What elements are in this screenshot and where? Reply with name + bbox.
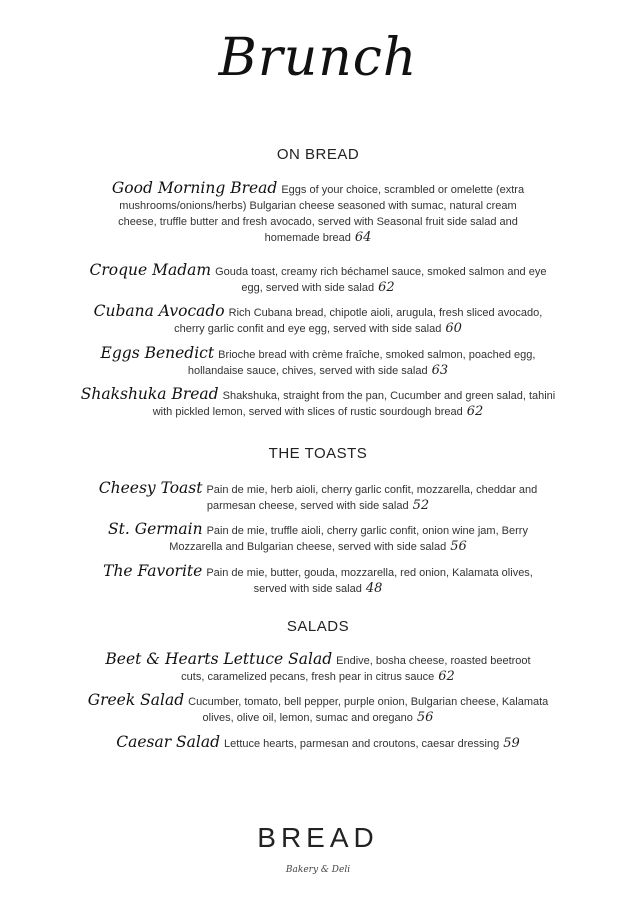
menu-item-cheesy-toast <box>90 480 546 514</box>
item-description: Endive, bosha cheese, roasted beetroot cuts, caramelized pecans, fresh pear in citrus sauce <box>181 655 531 683</box>
item-description: Pain de mie, herb aioli, cherry garlic confit, mozzarella, cheddar and parmesan cheese, served with side salad <box>206 484 538 512</box>
menu-item-st-germain <box>95 521 541 555</box>
menu-item-greek-salad <box>80 692 556 726</box>
item-name: Good Morning Bread <box>111 179 278 197</box>
item-name: Croque Madam <box>89 261 212 279</box>
menu-item-good-morning-bread <box>110 180 526 246</box>
item-price: 52 <box>412 498 430 513</box>
item-price: 63 <box>431 363 449 378</box>
item-name: Caesar Salad <box>116 733 221 751</box>
item-name: Beet & Hearts Lettuce Salad <box>105 650 333 668</box>
item-name: Cheesy Toast <box>98 479 203 497</box>
item-description: Pain de mie, butter, gouda, mozzarella, red onion, Kalamata olives, served with side salad <box>206 567 533 595</box>
menu-item-eggs-benedict <box>90 345 546 379</box>
menu-item-cubana-avocado <box>80 303 556 337</box>
item-description: Gouda toast, creamy rich béchamel sauce, smoked salmon and eye egg, served with side salad <box>215 266 547 294</box>
logo-tagline: Bakery & Deli <box>285 865 351 875</box>
menu-title: Brunch <box>218 28 418 88</box>
item-price: 48 <box>365 581 383 596</box>
item-price: 62 <box>378 280 395 295</box>
item-description: Brioche bread with crème fraîche, smoked salmon, poached egg, hollandaise sauce, chives, served with side salad <box>187 349 536 377</box>
menu-item-croque-madam <box>80 262 556 296</box>
menu-item-the-favorite <box>95 563 541 597</box>
item-price: 62 <box>466 404 484 419</box>
section-heading-the-toasts: THE TOASTS <box>268 445 368 462</box>
item-name: Shakshuka Bread <box>80 385 219 403</box>
menu-item-shakshuka-bread <box>80 386 556 420</box>
item-price: 56 <box>416 710 434 725</box>
item-name: Eggs Benedict <box>100 344 215 362</box>
item-price: 59 <box>503 736 520 751</box>
item-description: Pain de mie, truffle aioli, cherry garlic confit, onion wine jam, Berry Mozzarella and Bulgarian cheese, served with side salad <box>169 525 528 553</box>
item-name: Greek Salad <box>87 691 185 709</box>
item-description: Rich Cubana bread, chipotle aioli, arugula, fresh sliced avocado, cherry garlic confit and eye egg, served with side salad <box>174 307 543 335</box>
item-name: The Favorite <box>103 562 203 580</box>
item-name: Cubana Avocado <box>93 302 225 320</box>
item-price: 60 <box>445 321 462 336</box>
bread-logo: BREAD <box>257 822 379 853</box>
item-name: St. Germain <box>108 520 203 538</box>
section-heading-on-bread: ON BREAD <box>276 146 360 163</box>
item-price: 56 <box>450 539 467 554</box>
section-heading-salads: SALADS <box>286 618 350 635</box>
item-price: 64 <box>354 230 372 245</box>
item-description: Lettuce hearts, parmesan and croutons, caesar dressing <box>224 738 500 750</box>
item-description: Cucumber, tomato, bell pepper, purple onion, Bulgarian cheese, Kalamata olives, olive oil, lemon, sumac and oregano <box>188 696 549 724</box>
item-price: 62 <box>438 669 455 684</box>
item-description: Eggs of your choice, scrambled or omelette (extra mushrooms/onions/herbs) Bulgarian cheese seasoned with sumac, natural cream cheese, truffle butter and fresh avocado, served with Seasonal fruit side salad and homemade bread <box>118 184 525 244</box>
item-description: Shakshuka, straight from the pan, Cucumber and green salad, tahini with pickled lemon, served with slices of rustic sourdough bread <box>152 390 556 418</box>
menu-item-caesar-salad <box>60 734 576 752</box>
menu-item-beet-hearts-lettuce-salad <box>95 651 541 685</box>
